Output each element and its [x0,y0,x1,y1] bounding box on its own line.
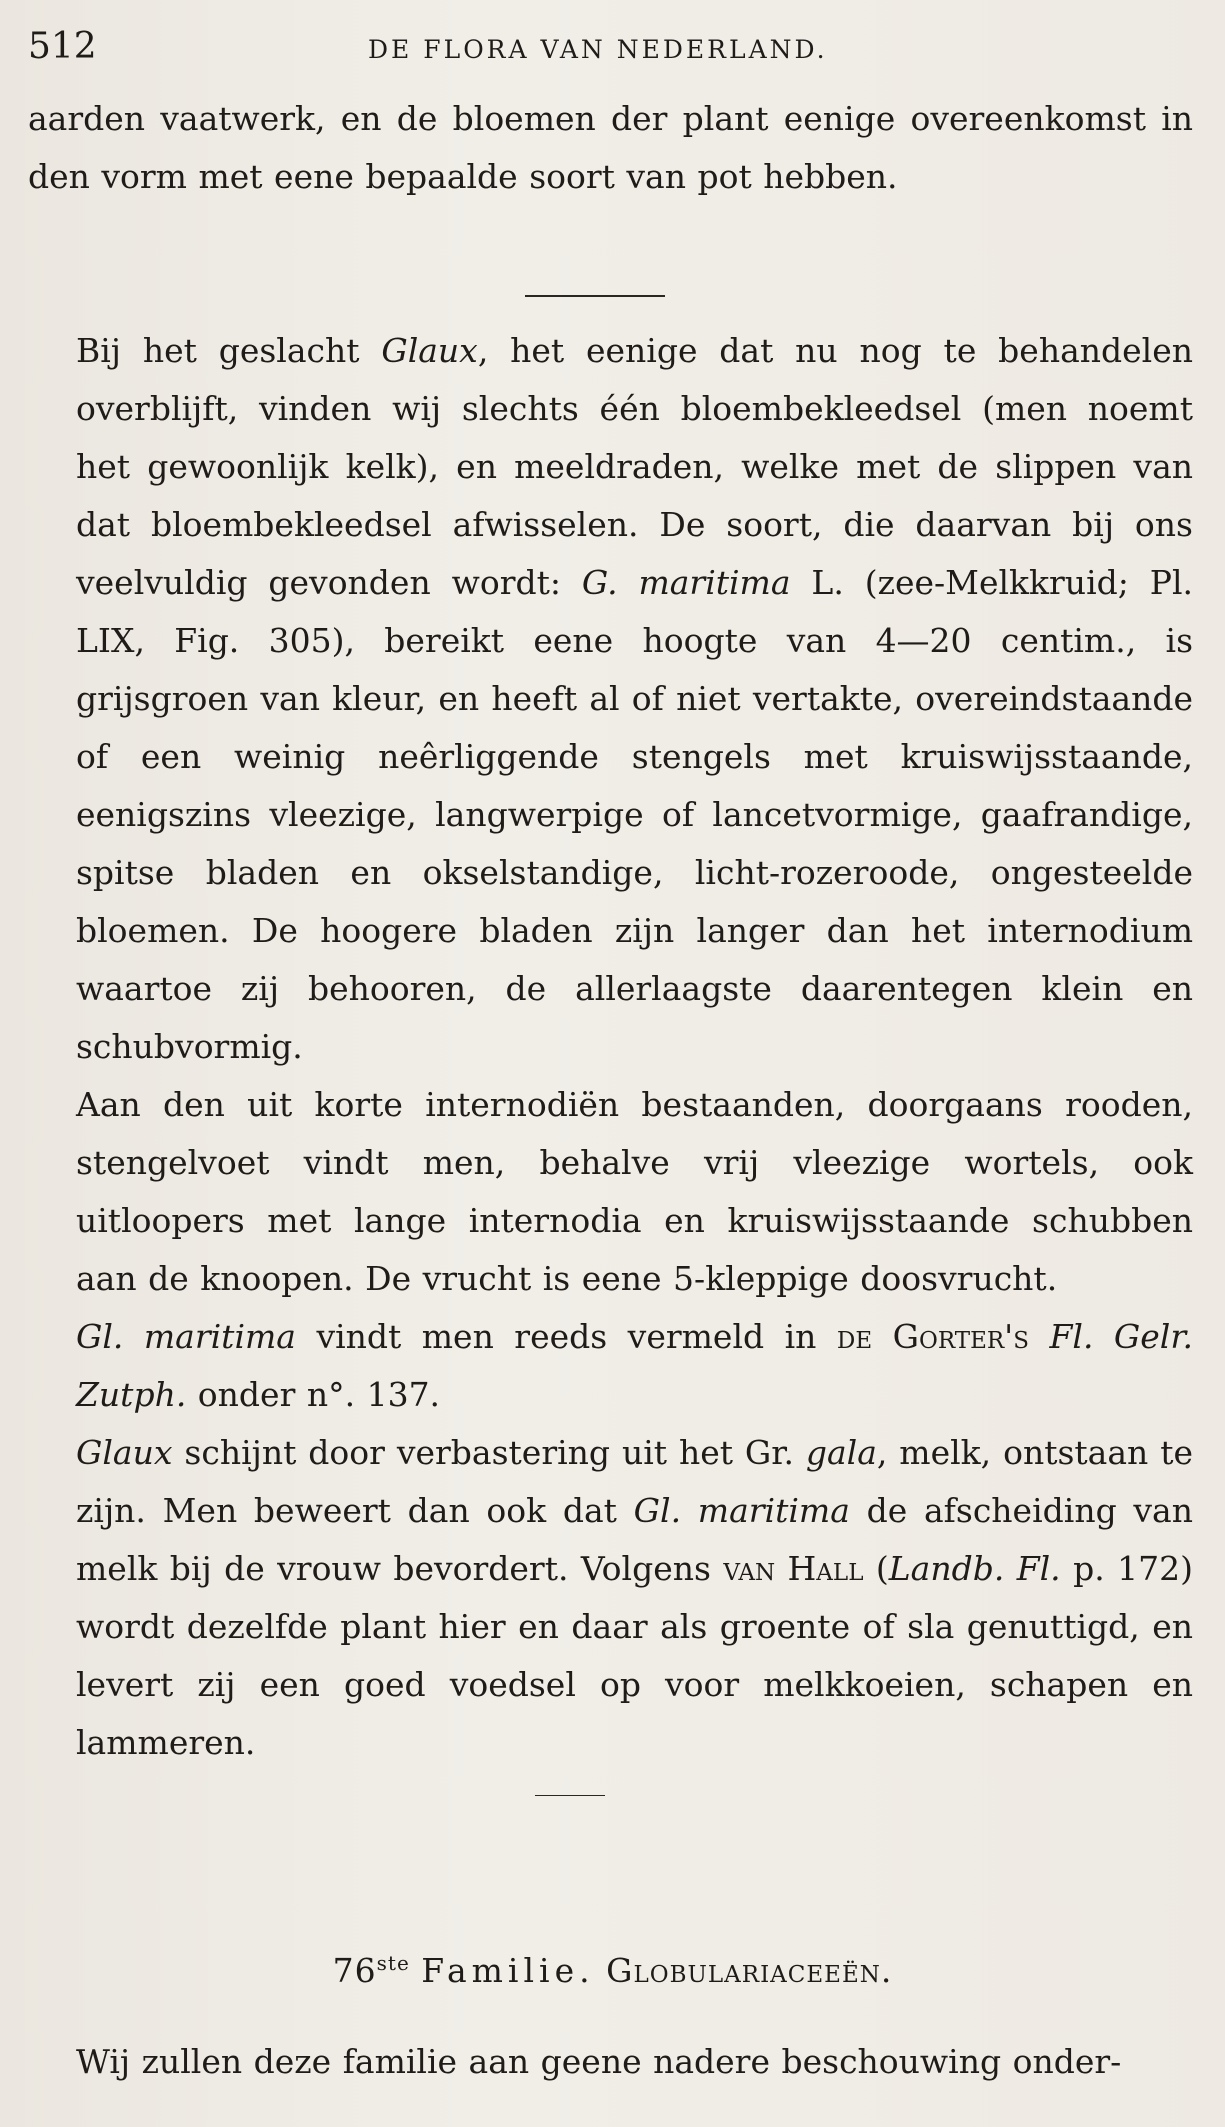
paragraph-glaux [28,322,1193,1076]
family-label: Familie. [421,1951,595,1990]
glaux-description [28,322,1193,1772]
work-title: Fl. Gelr. Zutph. [76,1317,1194,1414]
greek-word: gala [805,1433,877,1472]
paragraph-0-text: aarden vaatwerk, en de bloemen der plant eenige overeenkomst in den vorm met eene bepaalde soort van pot hebben. [28,99,1193,196]
work-title: Landb. Fl. [888,1549,1061,1588]
text-run: schijnt door verbastering uit het Gr. [172,1433,806,1472]
page-number: 512 [28,26,97,67]
family-intro [28,2033,1193,2091]
genus-name: Glaux [76,1433,173,1472]
text-run: p. 172) wordt dezelfde plant hier en daar als groente of sla genuttigd, en levert zij een goed voedsel op voor melkkoeien, schapen en lammeren. [76,1549,1193,1762]
family-name: Globulariaceeën. [606,1951,893,1990]
text-run: , het eenige dat nu nog te behandelen overblijft, vinden wij slechts één bloembekleedsel (men noemt het gewoonlijk kelk), en meeldraden, welke met de slippen van dat bloembekleedsel afwisselen. De soort, die daarvan bij ons veelvuldig gevonden wordt: [76,331,1193,602]
text-run: , melk, ontstaan te zijn. Men beweert dan ook dat [76,1433,1193,1530]
running-title: DE FLORA VAN NEDERLAND. [368,35,828,64]
paragraph-family-intro: Wij zullen deze familie aan geene nadere beschouwing onder- [76,2042,1122,2081]
author-name: van Hall [723,1549,864,1588]
genus-name: Glaux [381,331,478,370]
paragraph-continuation [28,90,1193,206]
page-header [28,22,1188,72]
text-run: vindt men reeds vermeld in [295,1317,837,1356]
short-divider [535,1795,605,1796]
paragraph-gorter [28,1308,1193,1424]
text-run: Bij het geslacht [76,331,382,370]
species-name: G. maritima [581,563,791,602]
species-name: Gl. maritima [633,1491,850,1530]
text-run: L. (zee-Melkkruid; Pl. LIX, Fig. 305), bereikt eene hoogte van 4—20 centim., is grijsgroen van kleur, en heeft al of niet vertakte, overeindstaande of een weinig neêrliggende stengels met kruiswijsstaande, eenigszins vleezige, langwerpige of lancetvormige, gaafrandige, spitse bladen en okselstandige, licht-rozeroode, ongesteelde bloemen. De hoogere bladen zijn langer dan het internodium waartoe zij behooren, de allerlaagste daarentegen klein en schubvormig. [76,563,1193,1066]
family-heading [0,1934,1225,2000]
paragraph-stem: Aan den uit korte internodiën bestaanden, doorgaans rooden, stengelvoet vindt men, behalve vrij vleezige wortels, ook uitloopers met lange internodia en kruiswijsstaande schubben aan de knoopen. De vrucht is eene 5-kleppige doosvrucht. [76,1085,1193,1298]
author-name: de Gorter's [836,1317,1030,1356]
section-divider [525,295,665,297]
text-run: ( [863,1549,889,1588]
text-run: onder n°. 137. [186,1375,441,1414]
ordinal-suffix: ste [376,1951,410,1975]
text-run: de afscheiding van melk bij de vrouw bevordert. Volgens [76,1491,1193,1588]
paragraph-etymology [28,1424,1193,1772]
species-name: Gl. maritima [76,1317,296,1356]
family-number: 76 [332,1951,377,1990]
